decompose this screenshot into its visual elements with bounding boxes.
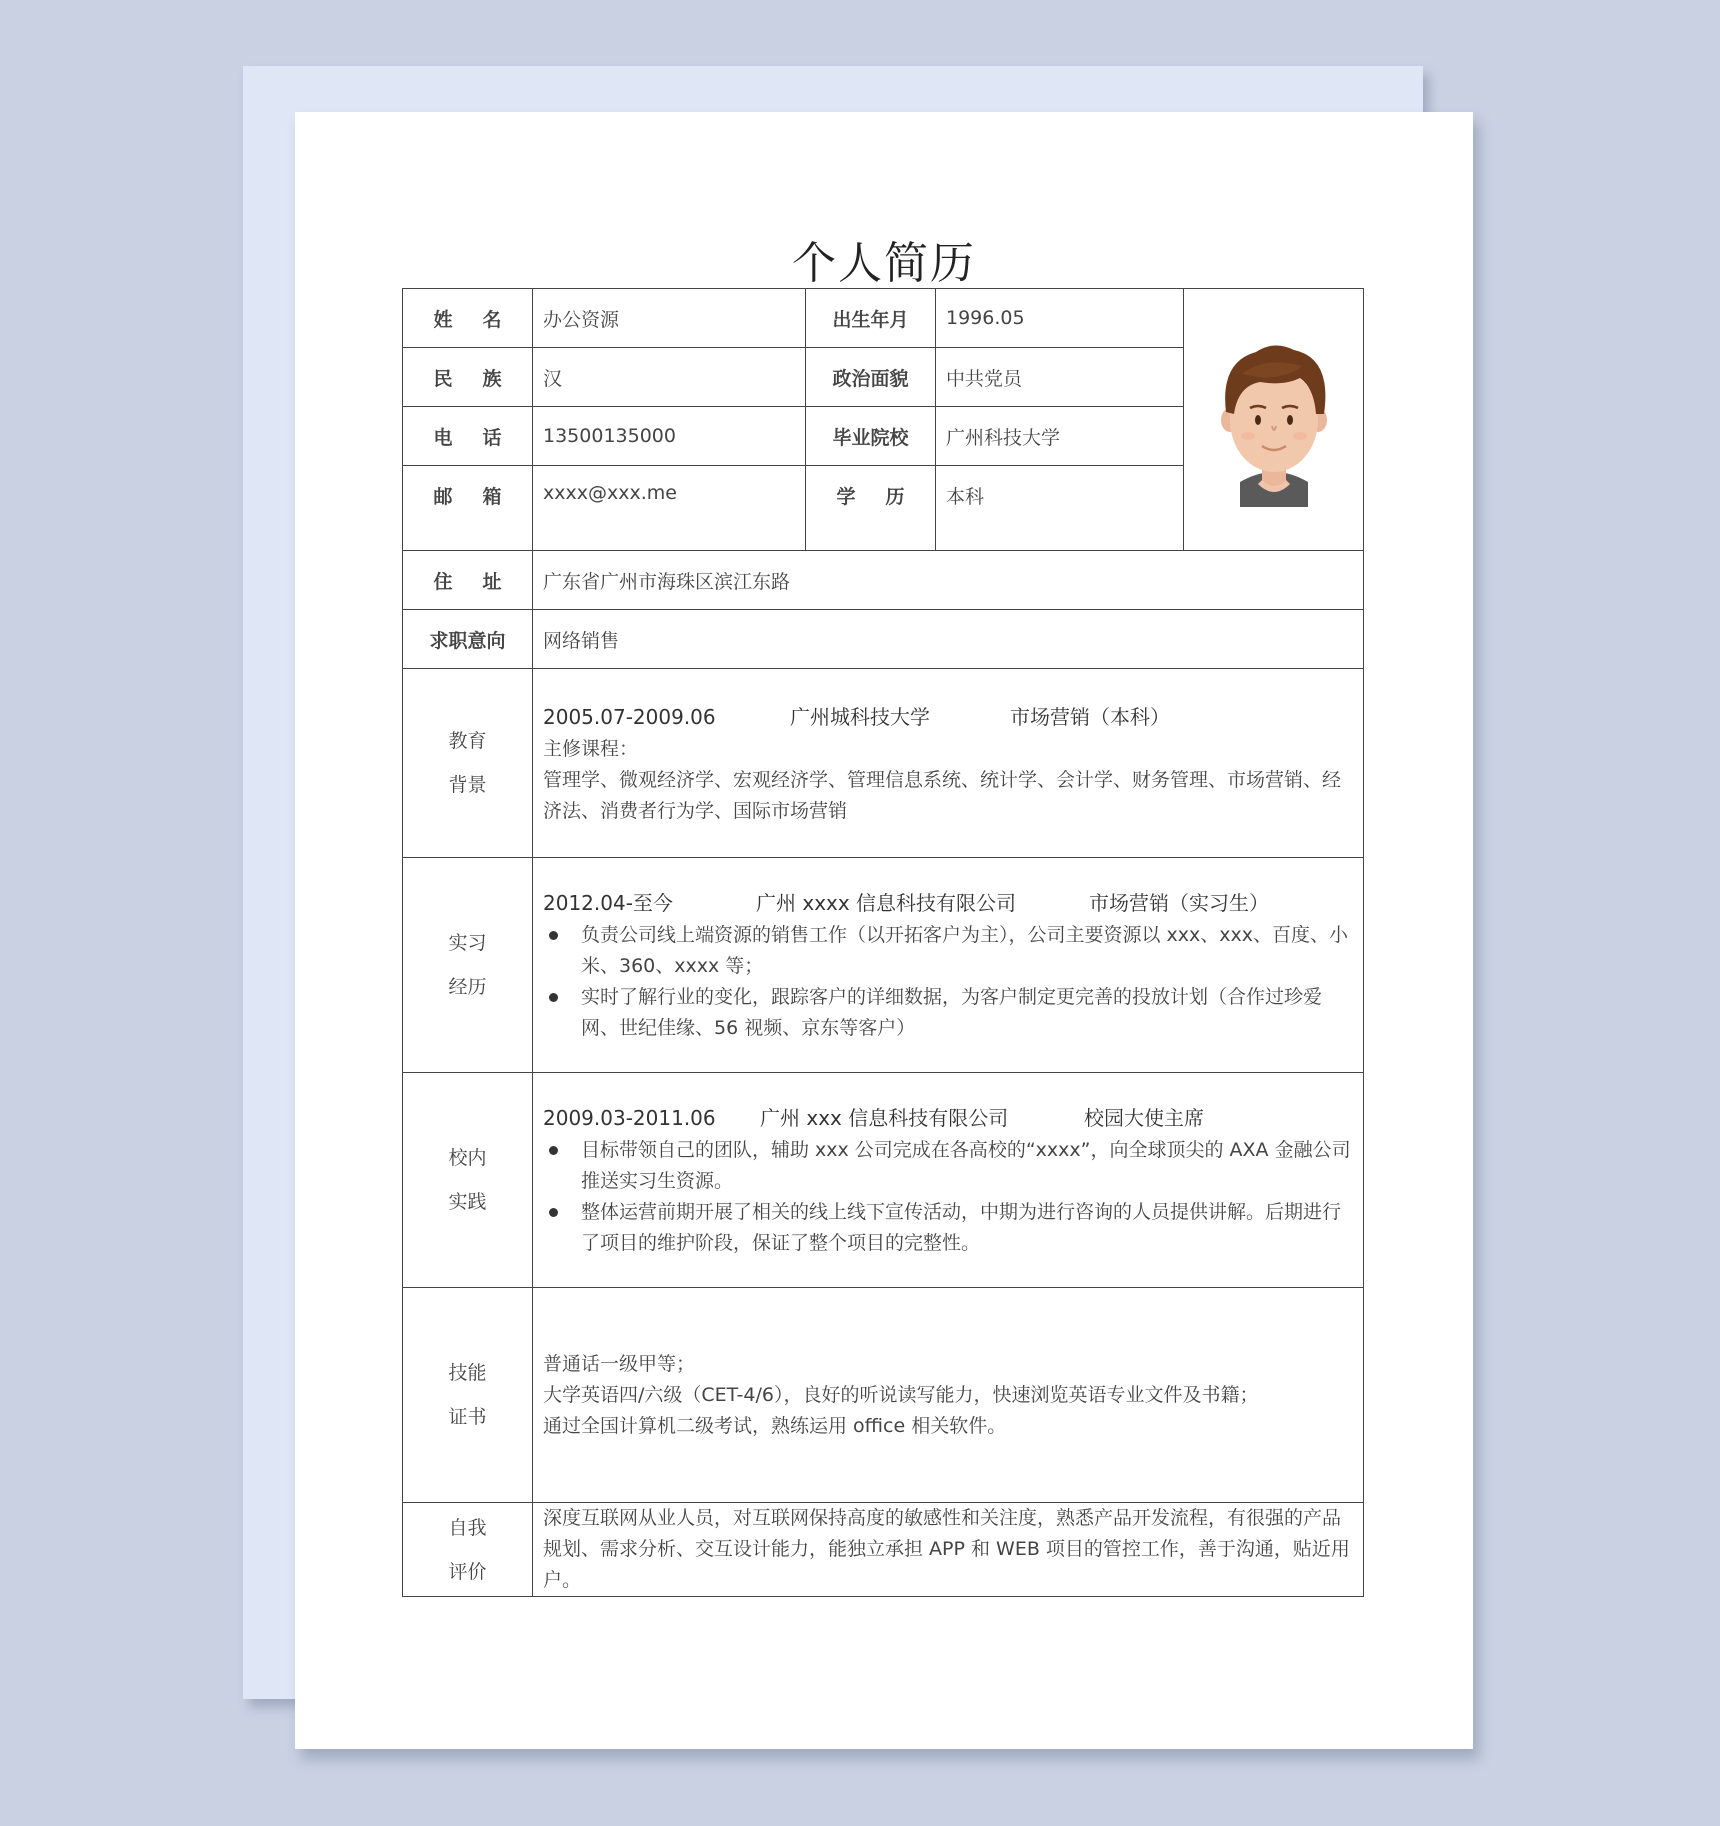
name-label: 姓名 — [433, 308, 532, 331]
campus-item: 整体运营前期开展了相关的线上线下宣传活动，中期为进行咨询的人员提供讲解。后期进行了项目的维护阶段，保证了整个项目的完整性。 — [543, 1197, 1353, 1259]
politics-label: 政治面貌 — [806, 348, 936, 407]
campus-headline — [543, 1101, 1353, 1135]
address-label: 住址 — [433, 570, 532, 593]
education-school: 广州城科技大学 — [790, 704, 930, 729]
self-label — [403, 1503, 533, 1597]
row-education — [403, 669, 1364, 858]
ethnic-label-cell — [403, 348, 533, 407]
internship-item: 实时了解行业的变化，跟踪客户的详细数据，为客户制定更完善的投放计划（合作过珍爱网、世纪佳缘、56 视频、京东等客户） — [543, 982, 1353, 1044]
education-courses-title: 主修课程： — [543, 737, 639, 760]
row-name — [403, 289, 1364, 348]
ethnic-value: 汉 — [533, 348, 806, 407]
skills-label-line1: 技能 — [448, 1362, 487, 1384]
self-label-line1: 自我 — [448, 1516, 487, 1539]
campus-label-line2: 实践 — [448, 1191, 487, 1213]
education-major: 市场营销（本科） — [1010, 704, 1170, 729]
internship-content — [533, 858, 1364, 1073]
campus-company: 广州 xxx 信息科技有限公司 — [760, 1106, 1009, 1130]
address-value: 广东省广州市海珠区滨江东路 — [533, 551, 1364, 610]
internship-headline — [543, 886, 1353, 920]
skills-item: 通过全国计算机二级考试，熟练运用 office 相关软件。 — [543, 1414, 1007, 1437]
birth-value: 1996.05 — [936, 289, 1184, 348]
school-value: 广州科技大学 — [936, 407, 1184, 466]
internship-label-line2: 经历 — [448, 976, 487, 998]
internship-period: 2012.04-至今 — [543, 891, 673, 915]
internship-list — [543, 920, 1353, 1044]
row-skills — [403, 1288, 1364, 1503]
row-internship — [403, 858, 1364, 1073]
phone-label: 电话 — [433, 426, 532, 449]
education-label-line2: 背景 — [448, 774, 487, 796]
row-intent — [403, 610, 1364, 669]
campus-list — [543, 1135, 1353, 1259]
name-label-cell — [403, 289, 533, 348]
internship-label-line1: 实习 — [448, 932, 487, 954]
campus-role: 校园大使主席 — [1084, 1106, 1204, 1130]
ethnic-label: 民族 — [433, 367, 532, 390]
campus-item: 目标带领自己的团队，辅助 xxx 公司完成在各高校的“xxxx”，向全球顶尖的 AXA 金融公司推送实习生资源。 — [543, 1135, 1353, 1197]
row-campus — [403, 1073, 1364, 1288]
education-content — [533, 669, 1364, 858]
politics-value: 中共党员 — [936, 348, 1184, 407]
internship-company: 广州 xxxx 信息科技有限公司 — [756, 891, 1017, 915]
self-content — [533, 1503, 1364, 1597]
skills-item: 普通话一级甲等； — [543, 1352, 696, 1375]
intent-value: 网络销售 — [533, 610, 1364, 669]
campus-content — [533, 1073, 1364, 1288]
education-label-line1: 教育 — [448, 730, 487, 752]
resume-page — [295, 112, 1473, 1749]
name-value: 办公资源 — [533, 289, 806, 348]
campus-label — [403, 1073, 533, 1288]
avatar — [1204, 322, 1344, 512]
page-title: 个人简历 — [792, 238, 976, 289]
self-text: 深度互联网从业人员，对互联网保持高度的敏感性和关注度，熟悉产品开发流程，有很强的产品规划、需求分析、交互设计能力，能独立承担 APP 和 WEB 项目的管控工作，善于沟通，贴近用户。 — [543, 1507, 1350, 1591]
photo-cell — [1184, 289, 1364, 551]
skills-label-line2: 证书 — [448, 1406, 487, 1428]
internship-label — [403, 858, 533, 1073]
degree-value: 本科 — [936, 466, 1184, 551]
self-label-line2: 评价 — [448, 1560, 487, 1583]
skills-label — [403, 1288, 533, 1503]
education-courses: 管理学、微观经济学、宏观经济学、管理信息系统、统计学、会计学、财务管理、市场营销、经济法、消费者行为学、国际市场营销 — [543, 768, 1342, 822]
skills-content — [533, 1288, 1364, 1503]
campus-period: 2009.03-2011.06 — [543, 1106, 716, 1130]
internship-item: 负责公司线上端资源的销售工作（以开拓客户为主），公司主要资源以 xxx、xxx、百度、小米、360、xxxx 等； — [543, 920, 1353, 982]
education-period: 2005.07-2009.06 — [543, 704, 716, 729]
degree-label: 学历 — [836, 486, 935, 508]
skills-item: 大学英语四/六级（CET-4/6），良好的听说读写能力，快速浏览英语专业文件及书籍； — [543, 1383, 1259, 1406]
address-label-cell — [403, 551, 533, 610]
row-address — [403, 551, 1364, 610]
degree-label-cell — [806, 466, 936, 551]
resume-table — [402, 288, 1364, 1597]
internship-role: 市场营销（实习生） — [1089, 891, 1269, 915]
birth-label: 出生年月 — [806, 289, 936, 348]
row-self — [403, 1503, 1364, 1597]
education-headline — [543, 700, 1353, 734]
phone-value: 13500135000 — [533, 407, 806, 466]
email-label: 邮箱 — [433, 486, 532, 508]
campus-label-line1: 校内 — [448, 1147, 487, 1169]
school-label: 毕业院校 — [806, 407, 936, 466]
education-label — [403, 669, 533, 858]
phone-label-cell — [403, 407, 533, 466]
email-label-cell — [403, 466, 533, 551]
email-value: xxxx@xxx.me — [533, 466, 806, 551]
intent-label: 求职意向 — [403, 610, 533, 669]
